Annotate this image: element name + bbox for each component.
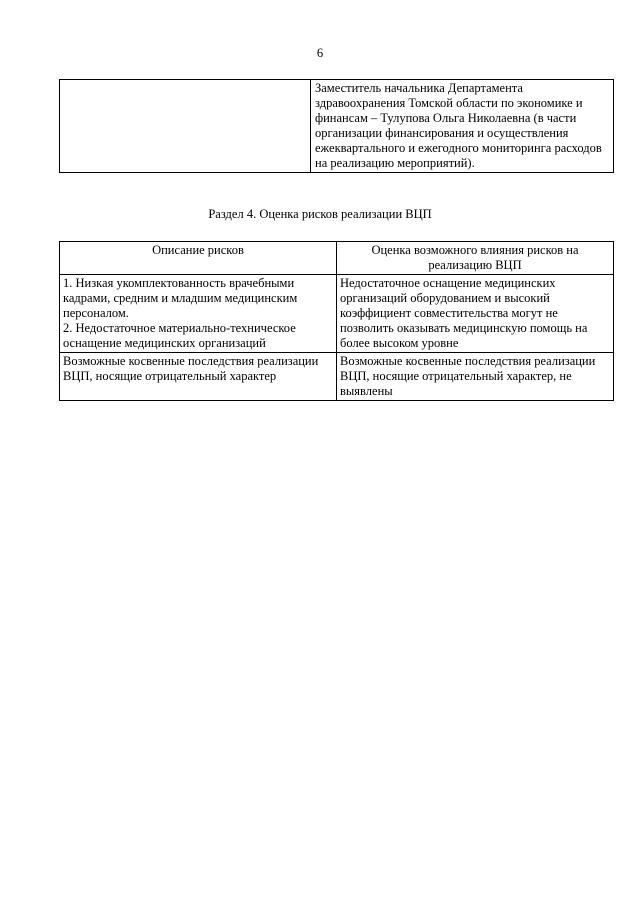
risk-description-line: 1. Низкая укомплектованность врачебными кадрами, средним и младшим медицинским персоналом. bbox=[63, 276, 298, 320]
header-risk-description: Описание рисков bbox=[60, 242, 337, 275]
empty-cell bbox=[60, 80, 311, 173]
risk-description-cell bbox=[60, 275, 337, 353]
section-title: Раздел 4. Оценка рисков реализации ВЦП bbox=[208, 207, 432, 221]
risk-impact-cell: Возможные косвенные последствия реализации ВЦП, носящие отрицательный характер, не выявлены bbox=[337, 353, 614, 401]
risk-description-cell bbox=[60, 353, 337, 401]
risk-description-line: 2. Недостаточное материально-техническое оснащение медицинских организаций bbox=[63, 321, 296, 350]
responsible-person-cell: Заместитель начальника Департамента здравоохранения Томской области по экономике и финансам – Тулупова Ольга Николаевна (в части организации финансирования и осуществления ежеквартального и ежегодного мониторинга расходов на реализацию мероприятий). bbox=[311, 80, 614, 173]
risks-table bbox=[59, 241, 614, 401]
header-risk-impact: Оценка возможного влияния рисков на реализацию ВЦП bbox=[337, 242, 614, 275]
responsible-table bbox=[59, 79, 614, 173]
table-header-row bbox=[60, 242, 614, 275]
page-number: 6 bbox=[316, 46, 324, 60]
risk-impact-cell: Недостаточное оснащение медицинских организаций оборудованием и высокий коэффициент совместительства могут не позволить оказывать медицинскую помощь на более высоком уровне bbox=[337, 275, 614, 353]
table-row bbox=[60, 353, 614, 401]
table-row bbox=[60, 80, 614, 173]
table-row bbox=[60, 275, 614, 353]
risk-description-line: Возможные косвенные последствия реализации ВЦП, носящие отрицательный характер bbox=[63, 354, 319, 383]
